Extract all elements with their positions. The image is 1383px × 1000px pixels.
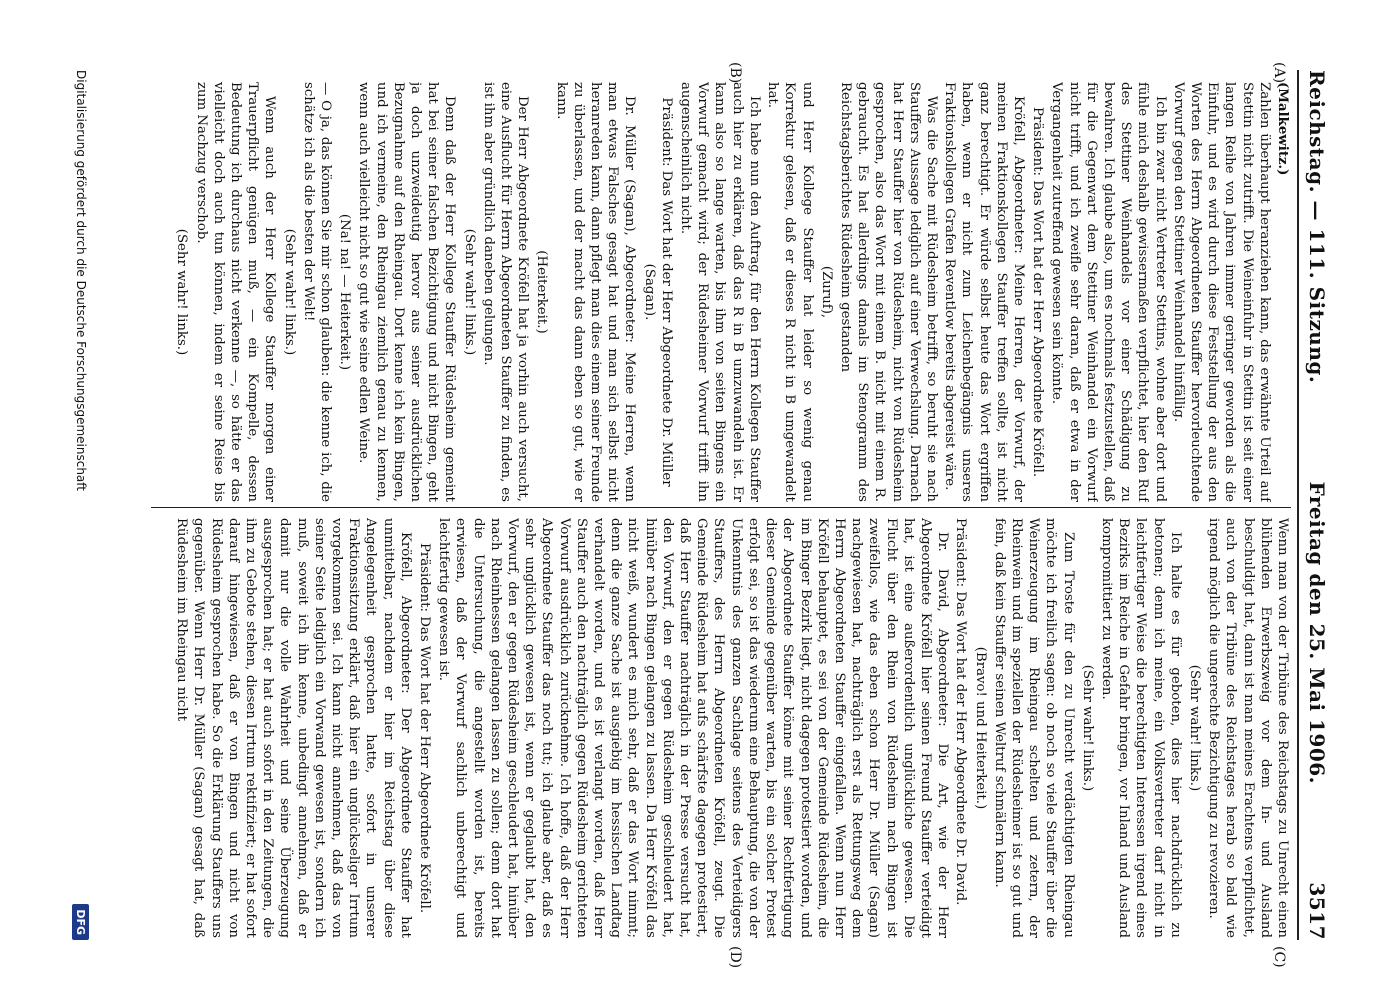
paragraph: (Sehr wahr! links.): [1079, 664, 1095, 792]
paragraph: (Na! na! — Heiterkeit.): [337, 213, 353, 371]
paragraph: Der Herr Abgeordnete Kröfell hat ja vorhin auch versucht, eine Ausflucht für Herrn Abgeordneten Stauffer zu finden, es ist ihm aber gründlich daneben gelungen.: [480, 82, 531, 502]
header-rule: [1297, 70, 1299, 940]
paragraph: Präsident: Das Wort hat der Herr Abgeordnete Dr. David.: [953, 518, 969, 906]
paragraph: Dr. David, Abgeordneter: Die Art, wie der Herr Abgeordnete Kröfell hier seinen Freund Stauffer verteidigt hat, ist eine außerordentlich unglückliche gewesen. Die Flucht über den Rhein von Rüdesheim nach Bingen ist zweifellos, wie das eben schon Herr Dr. Müller (Sagan) nachgewiesen hat, nachträglich erst als Rettungsweg dem Herrn Abgeordneten Stauffer eingefallen. Wenn nun Herr Kröfell behauptet, es sei von der Gemeinde Rüdesheim, die im Binger Bezirk liegt, nicht dagegen protestiert worden, und der Abgeordnete Stauffer könne mit seiner Rechtfertigung dieser Gemeinde gegenüber warten, bis ein solcher Protest erfolgt sei, so ist das wiederum eine Behauptung, die von der Unkenntnis des ganzen Sachlage seitens des Verteidigers Stauffers, des Herrn Abgeordneten Kröfell, zeugt. Die Gemeinde Rüdesheim hat aufs schärfste dagegen protestiert, daß Herr Stauffer nachträglich in der Presse versucht hat, den Vorwurf, den er gegen Rüdesheim geschleudert hat, hinüber nach Bingen gelangen zu lassen. Da Herr Kröfell das nicht weiß, wundert es mich sehr, daß er das Wort nimmt; denn die ganze Sache ist ausgiebig im hessischen Landtag verhandelt worden, und es ist verlangt worden, daß Herr Stauffer auch den nachträglich gegen Rüdesheim gerichteten Vorwurf ausdrücklich zurücknehme. Ich hoffe, daß der Herr Abgeordnete Stauffer das noch tut; ich glaube aber, daß es sehr unglücklich gewesen ist, wenn er geglaubt hat, den Vorwurf, den er gegen Rüdesheim geschleudert hat, hinüber nach Rheinhessen gelangen lassen zu sollen; denn dort hat die Untersuchung, die angestellt worden ist, bereits erwiesen, daß der Vorwurf sachlich unberechtigt und leichtfertig gewesen ist.: [436, 518, 951, 938]
column-divider: [151, 507, 1291, 508]
paragraph: Dr. Müller (Sagan), Abgeordneter: Meine Herren, wenn man etwas Falsches gesagt hat und man sich selbst nicht heranreden kann, dann pflegt man dies einem seiner Freunde zu überlassen, und der macht das dann eben so gut, wie er kann.: [553, 82, 638, 502]
dfg-logo: DFG: [73, 904, 90, 940]
page-header: [1303, 70, 1331, 940]
paragraph: Ich halte es für geboten, dies hier nachdrücklich zu betonen; denn ich meine, ein Volksvertreter darf nicht in leichtfertiger Weise die berechtigten Interessen irgend eines Bezirks im Reiche in Gefahr bringen, vor Inland und Ausland kompromittiert zu werden.: [1098, 518, 1183, 938]
right-text-column: [151, 518, 1291, 938]
margin-mark-c: (C): [1271, 946, 1287, 968]
page-number: 3517: [1305, 882, 1329, 940]
paragraph: Was die Sache mit Rüdesheim betrifft, so beruht sie nach Stauffers Aussage lediglich auf einer Verwechslung. Darnach hat Herr Stauffer hier von Rüdesheim, nicht von Rüdesheim gesprochen, also das Wort mit einem B. nicht mit einem R. gebraucht. Es hat allerdings damals im Stenogramm des Reichstagsberichtes Rüdesheim gestanden: [837, 82, 939, 502]
paragraph: Kröfell, Abgeordneter: Der Abgeordnete Stauffer hat unmittelbar, nachdem er hier im Reichstag über diese Angelegenheit gesprochen hatte, sofort in unserer Fraktionssitzung erklärt, daß hier ein unglückseliger Irrtum vorgekommen sei. Ich kann nicht annehmen, daß das von seiner Seite lediglich ein Vorwand gewesen ist, sondern ich muß, soweit ich ihn kenne, unbedingt annehmen, daß er damit nur die volle Wahrheit und seine Überzeugung ausgesprochen hat; er hat auch sofort in den Zeitungen, die ihm zu Gebote stehen, diesen Irrtum rektifiziert; er hat sofort darauf hingewiesen, daß er von Bingen und nicht von Rüdesheim gesprochen habe. So die Erklärung Stauffers uns gegenüber. Wenn Herr Dr. Müller (Sagan) gesagt hat, daß Rüdesheim im Rheingau nicht: [174, 518, 413, 938]
paragraph: Zahlen überhaupt heranziehen kann, das erwähnte Urteil auf Stettin nicht zutrifft. Die Weineinfuhr in Stettin ist seit einer langen Reihe von Jahren immer geringer geworden als die Einfuhr, und es wird durch diese Feststellung der aus den Worten des Herrn Abgeordneten Stauffer hervorleuchtende Vorwurf gegen den Stettiner Weinhandel hinfällig.: [1170, 82, 1272, 502]
paragraph: (Sehr wahr! links.): [1186, 664, 1202, 792]
margin-mark-d: (D): [727, 946, 743, 969]
header-session: Reichstag. — 111. Sitzung.: [1305, 70, 1329, 384]
paragraph: (Heiterkeit.): [534, 250, 550, 334]
paragraph: (Sehr wahr! links.): [281, 228, 297, 356]
paragraph: Ich habe nun den Auftrag, für den Herrn Kollegen Stauffer auch hier zu erklären, daß das R in B umzuwandeln ist. Er kann also so lange warten, bis ihm von seiten Bingens ein Vorwurf gemacht wird; der Rüdesheimer Vorwurf trifft ihn augenscheinlich nicht.: [678, 82, 762, 502]
margin-mark-b: (B): [727, 62, 743, 84]
paragraph: Zum Troste für den zu Unrecht verdächtigten Rheingau möchte ich freilich sagen: ob noch so viele Stauffer über die Weinerzeugung im Rheingau schelten und zetern, der Rheinwein und im speziellen der Rüdesheimer ist so gut und fein, daß kein Stauffer seinen Weltruf schmälern kann.: [991, 518, 1076, 938]
header-date: Freitag den 25. Mai 1906.: [1305, 481, 1329, 785]
paragraph: (Sehr wahr! links.): [174, 228, 190, 356]
digitization-credit: [69, 70, 93, 940]
left-text-column: [151, 82, 1291, 502]
paragraph: Wenn auch der Herr Kollege Stauffer morgen einer Trauerpflicht genügen muß, — ein Kompelle, dessen Bedeutung ich durchaus nicht verkenne —, so hätte er das vielleicht doch auch tun können, indem er seine Reise bis zum Nachzug verschob.: [193, 82, 278, 502]
paragraph: (Bravo! und Heiterkeit.): [972, 646, 988, 810]
paragraph: Denn daß der Herr Kollege Stauffer Rüdesheim gemeint hat bei seiner falschen Bezichtigung und nicht Bingen, geht ja doch unzweideutig hervor aus seiner ausdrücklichen Bezugnahme auf den Rheingau. Dort kenne ich kein Bingen, und ich vermeine, den Rheingau ziemlich genau zu kennen, wenn auch vielleicht nicht so gut wie seine edlen Weine.: [356, 82, 458, 502]
paragraph: und Herr Kollege Stauffer hat leider so wenig genau Korrektur gelesen, daß er dieses R nicht in B umgewandelt hat.: [765, 82, 815, 502]
paragraph: Präsident: Das Wort hat der Herr Abgeordnete Kröfell.: [417, 542, 433, 914]
paragraph: Kröfell, Abgeordneter: Meine Herren, der Vorwurf, der meinen Fraktionskollegen Stauffer treffen sollte, ist nicht ganz berechtigt. Er würde selbst heute das Wort ergriffen haben, wenn er nicht zum Leichenbegängnis unseres Fraktionskollegen Grafen Reventlow bereits abgereist wäre.: [942, 82, 1026, 502]
paragraph: Präsident: Das Wort hat der Herr Abgeordnete Kröfell.: [1030, 106, 1046, 478]
margin-mark-a: (A): [1271, 62, 1287, 84]
paragraph: (Malkewitz.): [1275, 82, 1290, 176]
paragraph: (Zuruf),: [818, 265, 834, 319]
paragraph: Ich bin zwar nicht Vertreter Stettins, wohne aber dort und fühle mich deshalb gewissermaßen verpflichtet, hier den Ruf des Stettiner Weinhandels vor einer Schädigung zu bewahren. Ich glaube also, um es nochmals festzustellen, daß für die Gegenwart dem Stettiner Weinhandel ein Vorwurf nicht trifft, und ich zweifle sehr daran, daß er etwa in der Vergangenheit zutreffend gewesen sein könnte.: [1049, 82, 1168, 502]
paragraph: (Sehr wahr! links.): [461, 228, 477, 356]
paragraph: Präsident: Das Wort hat der Herr Abgeordnete Dr. Müller (Sagan).: [641, 97, 674, 487]
credit-text: Digitalisierung gefördert durch die Deutsche Forschungsgemeinschaft: [74, 70, 88, 492]
paragraph: Wenn man von der Tribüne des Reichstags zu Unrecht einen blühenden Erwerbszweig vor dem In- und Ausland beschuldigt hat, dann ist man meines Erachtens verpflichtet, auch von der Tribüne des Reichstages herab so bald wie irgend möglich die ungerechte Bezichtigung zu revozieren.: [1206, 518, 1290, 938]
paragraph: — O ja, das können Sie mir schon glauben: die kenne ich, die schätze ich als die besten der Welt!: [300, 82, 334, 502]
